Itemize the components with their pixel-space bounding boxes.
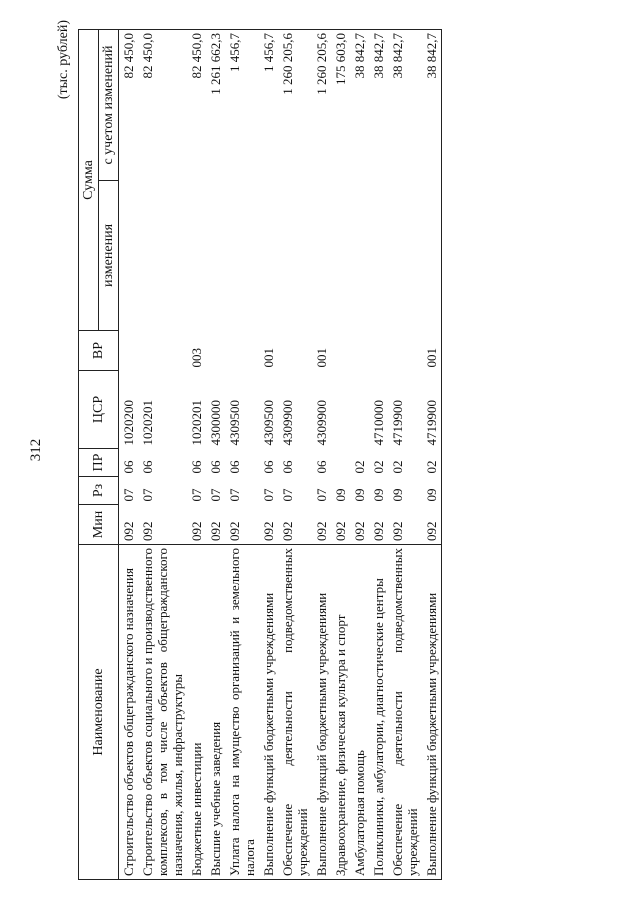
table-row — [259, 30, 278, 880]
cell-name: Уплата налога на имущество организаций и земельного налога — [225, 545, 259, 880]
cell-pr: 06 — [314, 460, 329, 474]
cell-min: 092 — [422, 505, 442, 545]
cell-vr: 003 — [189, 348, 204, 368]
header-name: Наименование — [79, 545, 119, 880]
cell-rz: 07 — [208, 488, 223, 502]
cell-csr: 4719900 — [390, 400, 405, 446]
cell-changes — [225, 181, 259, 331]
cell-name: Строительство объектов социального и производственного комплексов, в том числе объектов общегражданского назначения, жилья, инфраструктуры — [138, 545, 187, 880]
cell-csr: 4309900 — [314, 400, 329, 446]
cell-changes — [350, 181, 369, 331]
cell-csr: 1020201 — [140, 400, 155, 446]
cell-csr: 4719900 — [422, 371, 442, 449]
cell-changes — [331, 181, 350, 331]
cell-min: 092 — [314, 521, 329, 541]
cell-pr: 06 — [140, 460, 155, 474]
budget-table — [78, 29, 442, 880]
cell-min: 092 — [227, 521, 242, 541]
cell-vr: 001 — [261, 348, 276, 368]
cell-pr: 06 — [208, 460, 223, 474]
cell-changes — [278, 181, 312, 331]
cell-min: 092 — [390, 521, 405, 541]
header-row-1 — [79, 30, 99, 880]
header-csr: ЦСР — [79, 371, 119, 449]
table-row — [350, 30, 369, 880]
cell-changes — [388, 181, 422, 331]
cell-vr — [138, 331, 187, 371]
cell-with-changes: 175 603,0 — [331, 30, 350, 181]
cell-min: 092 — [371, 521, 386, 541]
header-vr: ВР — [79, 331, 119, 371]
cell-vr — [369, 331, 388, 371]
cell-vr: 001 — [314, 348, 329, 368]
cell-csr: 4710000 — [371, 400, 386, 446]
cell-with-changes: 1 260 205,6 — [278, 30, 312, 181]
cell-with-changes: 38 842,7 — [350, 30, 369, 181]
cell-pr: 02 — [422, 449, 442, 477]
cell-rz: 09 — [352, 488, 367, 502]
table-row — [369, 30, 388, 880]
cell-with-changes: 38 842,7 — [369, 30, 388, 181]
table-row — [388, 30, 422, 880]
cell-rz: 07 — [121, 488, 136, 502]
header-rz: Рз — [79, 477, 119, 505]
cell-csr: 1020201 — [189, 400, 204, 446]
table-row — [119, 30, 139, 880]
cell-vr — [278, 331, 312, 371]
cell-pr: 06 — [189, 460, 204, 474]
cell-pr: 02 — [371, 460, 386, 474]
cell-pr: 02 — [352, 460, 367, 474]
cell-name: Обеспечение деятельности подведомственных учреждений — [388, 545, 422, 880]
cell-min: 092 — [333, 521, 348, 541]
cell-name: Выполнение функций бюджетными учреждениями — [312, 545, 331, 880]
cell-rz: 07 — [314, 488, 329, 502]
cell-csr — [350, 371, 369, 449]
table-row — [225, 30, 259, 880]
cell-with-changes: 82 450,0 — [187, 30, 206, 181]
table-row — [278, 30, 312, 880]
cell-vr — [331, 331, 350, 371]
table-body — [119, 30, 442, 880]
cell-csr: 4309500 — [227, 400, 242, 446]
cell-vr — [388, 331, 422, 371]
cell-vr — [225, 331, 259, 371]
cell-vr — [350, 331, 369, 371]
table-row — [187, 30, 206, 880]
cell-csr: 4309500 — [261, 400, 276, 446]
cell-min: 092 — [121, 521, 136, 541]
cell-name: Бюджетные инвестиции — [187, 545, 206, 880]
cell-with-changes: 1 456,7 — [259, 30, 278, 181]
page-number: 312 — [28, 438, 44, 462]
cell-rz: 07 — [280, 488, 295, 502]
cell-min: 092 — [261, 521, 276, 541]
cell-min: 092 — [280, 521, 295, 541]
cell-with-changes: 1 456,7 — [225, 30, 259, 181]
units-label: (тыс. рублей) — [56, 20, 71, 100]
cell-changes — [312, 181, 331, 331]
cell-name: Высшие учебные заведения — [206, 545, 225, 880]
cell-name: Поликлиники, амбулатории, диагностические центры — [369, 545, 388, 880]
cell-rz: 07 — [227, 488, 242, 502]
cell-pr: 06 — [121, 460, 136, 474]
cell-changes — [138, 181, 187, 331]
cell-name: Здравоохранение, физическая культура и спорт — [331, 545, 350, 880]
cell-with-changes: 38 842,7 — [422, 30, 442, 181]
cell-rz: 09 — [371, 488, 386, 502]
cell-rz: 09 — [390, 488, 405, 502]
cell-csr — [331, 371, 350, 449]
cell-changes — [422, 181, 442, 331]
header-sum: Сумма — [79, 30, 99, 331]
cell-changes — [206, 181, 225, 331]
cell-vr: 001 — [422, 331, 442, 371]
cell-name: Обеспечение деятельности подведомственных учреждений — [278, 545, 312, 880]
cell-changes — [369, 181, 388, 331]
cell-changes — [259, 181, 278, 331]
rotated-page — [20, 20, 620, 880]
cell-rz: 09 — [422, 477, 442, 505]
cell-rz: 07 — [140, 488, 155, 502]
table-row — [206, 30, 225, 880]
cell-rz: 09 — [333, 488, 348, 502]
cell-changes — [187, 181, 206, 331]
cell-csr: 1020200 — [121, 400, 136, 446]
cell-min: 092 — [189, 521, 204, 541]
cell-vr — [119, 331, 139, 371]
cell-with-changes: 1 260 205,6 — [312, 30, 331, 181]
cell-vr — [206, 331, 225, 371]
table-row — [422, 30, 442, 880]
cell-changes — [119, 181, 139, 331]
cell-pr — [331, 449, 350, 477]
header-changes: изменения — [99, 181, 119, 331]
cell-with-changes: 1 261 662,3 — [206, 30, 225, 181]
header-pr: ПР — [79, 449, 119, 477]
header-min: Мин — [79, 505, 119, 545]
cell-pr: 06 — [227, 460, 242, 474]
cell-min: 092 — [208, 521, 223, 541]
cell-rz: 07 — [261, 488, 276, 502]
cell-name: Строительство объектов общегражданского назначения — [119, 545, 139, 880]
cell-with-changes: 82 450,0 — [138, 30, 187, 181]
cell-name: Амбулаторная помощь — [350, 545, 369, 880]
cell-rz: 07 — [189, 488, 204, 502]
cell-csr: 4309900 — [280, 400, 295, 446]
cell-with-changes: 38 842,7 — [388, 30, 422, 181]
cell-min: 092 — [140, 521, 155, 541]
table-row — [312, 30, 331, 880]
table-row — [138, 30, 187, 880]
table-row — [331, 30, 350, 880]
cell-pr: 06 — [261, 460, 276, 474]
cell-pr: 02 — [390, 460, 405, 474]
cell-with-changes: 82 450,0 — [119, 30, 139, 181]
cell-pr: 06 — [280, 460, 295, 474]
header-with-changes: с учетом изменений — [99, 30, 119, 181]
cell-name: Выполнение функций бюджетными учреждениями — [259, 545, 278, 880]
cell-min: 092 — [352, 521, 367, 541]
cell-name: Выполнение функций бюджетными учреждениями — [422, 545, 442, 880]
cell-csr: 4300000 — [208, 400, 223, 446]
